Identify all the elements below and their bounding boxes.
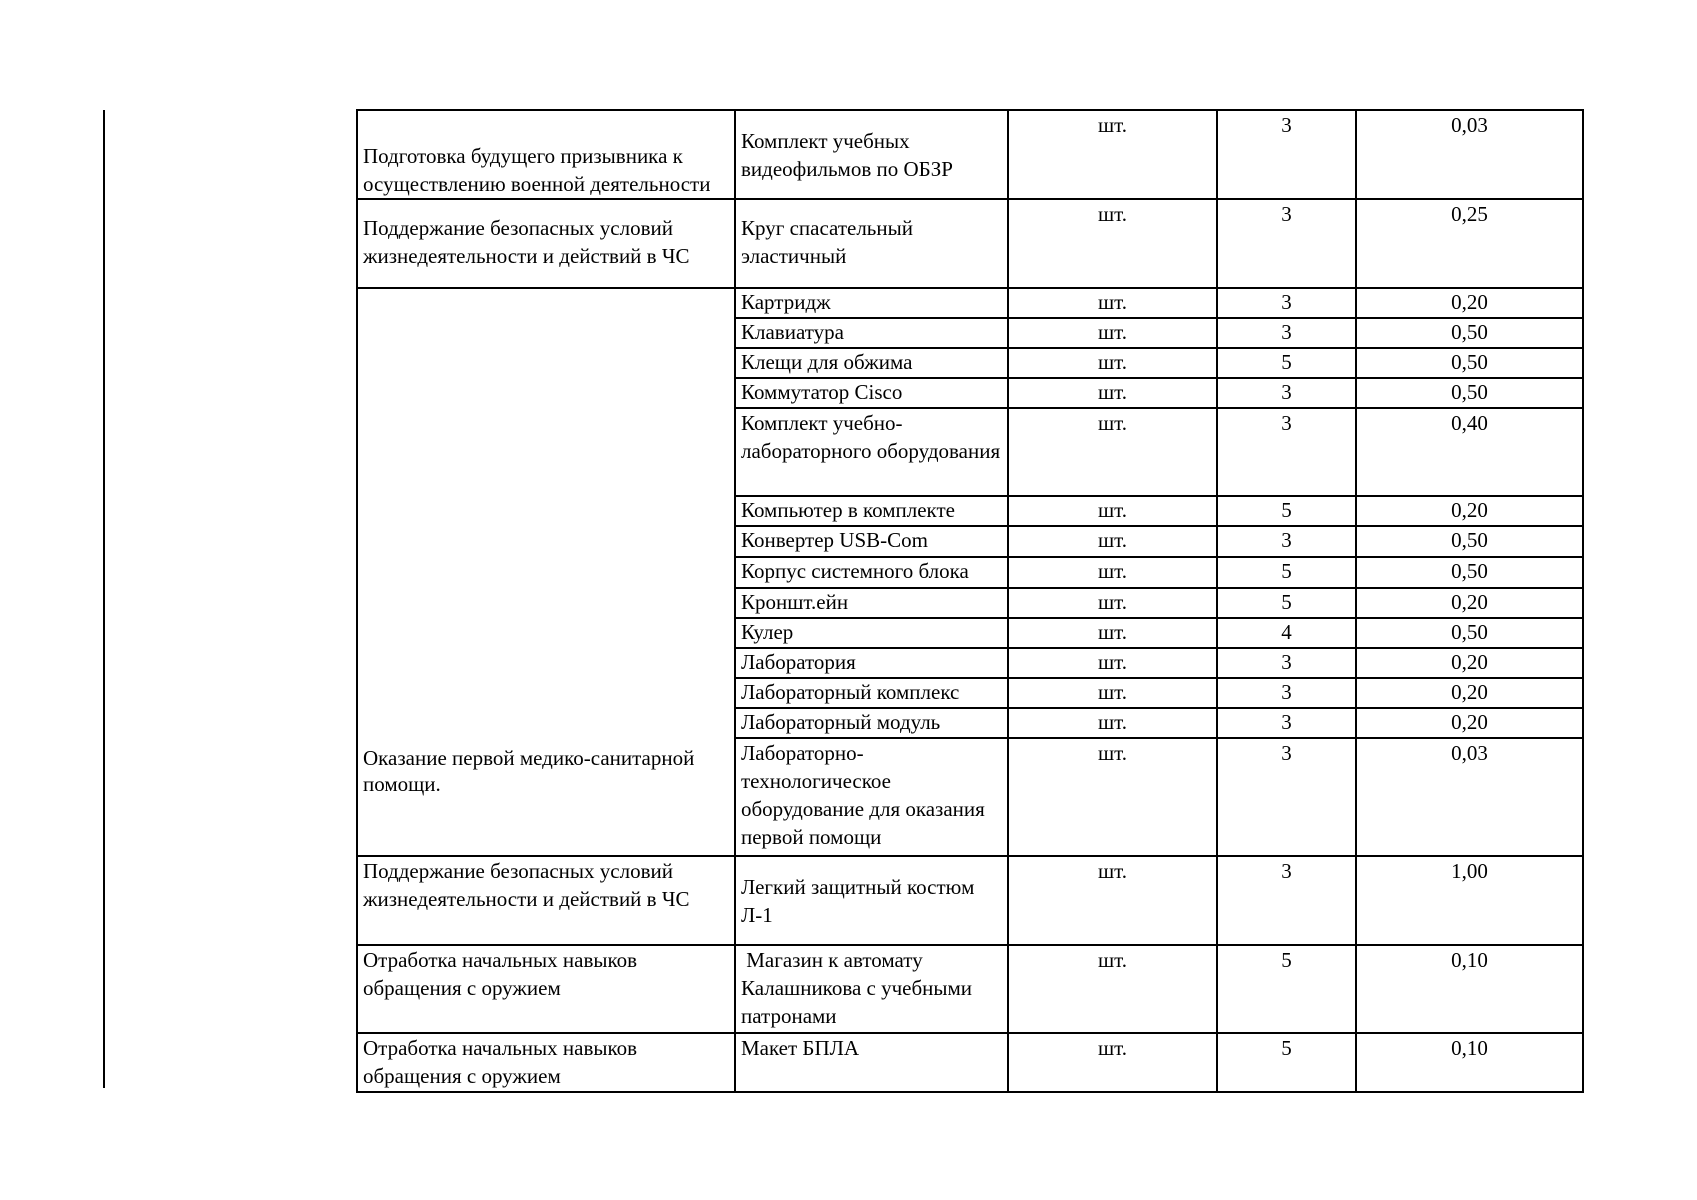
unit-cell: шт. — [1008, 708, 1217, 738]
quantity-cell: 3 — [1217, 378, 1356, 408]
section-cell: Подготовка будущего призывника к осуществлению военной деятельности — [357, 110, 735, 199]
table-row — [357, 945, 1583, 1033]
quantity-cell: 5 — [1217, 496, 1356, 526]
quantity-cell: 3 — [1217, 856, 1356, 945]
unit-cell: шт. — [1008, 678, 1217, 708]
item-name-cell: Круг спасательный эластичный — [735, 199, 1008, 288]
quantity-cell: 5 — [1217, 348, 1356, 378]
unit-cell: шт. — [1008, 199, 1217, 288]
page-margin-line — [103, 110, 105, 1088]
rate-cell: 0,03 — [1356, 110, 1583, 199]
rate-cell: 0,20 — [1356, 678, 1583, 708]
quantity-cell: 3 — [1217, 678, 1356, 708]
rate-cell: 0,20 — [1356, 288, 1583, 318]
unit-cell: шт. — [1008, 408, 1217, 496]
rate-cell: 0,20 — [1356, 648, 1583, 678]
section-cell: Поддержание безопасных условий жизнедеятельности и действий в ЧС — [357, 199, 735, 288]
quantity-cell: 4 — [1217, 618, 1356, 648]
equipment-table — [356, 109, 1584, 1093]
quantity-cell: 3 — [1217, 738, 1356, 856]
rate-cell: 0,03 — [1356, 738, 1583, 856]
quantity-cell: 3 — [1217, 408, 1356, 496]
item-name-cell: Клавиатура — [735, 318, 1008, 348]
unit-cell: шт. — [1008, 648, 1217, 678]
table-row — [357, 110, 1583, 199]
quantity-cell: 3 — [1217, 648, 1356, 678]
rate-cell: 0,40 — [1356, 408, 1583, 496]
rate-cell: 0,20 — [1356, 496, 1583, 526]
table-row — [357, 199, 1583, 288]
item-name-cell: Кроншт.ейн — [735, 588, 1008, 618]
rate-cell: 0,10 — [1356, 1033, 1583, 1092]
rate-cell: 0,20 — [1356, 708, 1583, 738]
unit-cell: шт. — [1008, 945, 1217, 1033]
quantity-cell: 5 — [1217, 557, 1356, 588]
quantity-cell: 3 — [1217, 288, 1356, 318]
item-name-cell: Лабораторно-технологическое оборудование для оказания первой помощи — [735, 738, 1008, 856]
item-name-cell: Клещи для обжима — [735, 348, 1008, 378]
rate-cell: 1,00 — [1356, 856, 1583, 945]
section-cell: Оказание первой медико-санитарной помощи. — [357, 288, 735, 856]
unit-cell: шт. — [1008, 526, 1217, 557]
table-row — [357, 856, 1583, 945]
item-name-cell: Лабораторный модуль — [735, 708, 1008, 738]
rate-cell: 0,50 — [1356, 348, 1583, 378]
unit-cell: шт. — [1008, 588, 1217, 618]
item-name-cell: Комплект учебных видеофильмов по ОБЗР — [735, 110, 1008, 199]
unit-cell: шт. — [1008, 288, 1217, 318]
rate-cell: 0,10 — [1356, 945, 1583, 1033]
rate-cell: 0,20 — [1356, 588, 1583, 618]
unit-cell: шт. — [1008, 378, 1217, 408]
item-name-cell: Компьютер в комплекте — [735, 496, 1008, 526]
quantity-cell: 3 — [1217, 318, 1356, 348]
table-row — [357, 288, 1583, 318]
quantity-cell: 5 — [1217, 945, 1356, 1033]
unit-cell: шт. — [1008, 318, 1217, 348]
quantity-cell: 3 — [1217, 110, 1356, 199]
item-name-cell: Конвертер USB-Com — [735, 526, 1008, 557]
section-cell: Отработка начальных навыков обращения с оружием — [357, 1033, 735, 1092]
unit-cell: шт. — [1008, 738, 1217, 856]
rate-cell: 0,50 — [1356, 318, 1583, 348]
quantity-cell: 5 — [1217, 1033, 1356, 1092]
item-name-cell: Лабораторный комплекс — [735, 678, 1008, 708]
item-name-cell: Коммутатор Cisco — [735, 378, 1008, 408]
table-row — [357, 1033, 1583, 1092]
item-name-cell: Кулер — [735, 618, 1008, 648]
quantity-cell: 5 — [1217, 588, 1356, 618]
rate-cell: 0,50 — [1356, 618, 1583, 648]
rate-cell: 0,50 — [1356, 557, 1583, 588]
unit-cell: шт. — [1008, 557, 1217, 588]
section-cell: Отработка начальных навыков обращения с оружием — [357, 945, 735, 1033]
unit-cell: шт. — [1008, 496, 1217, 526]
unit-cell: шт. — [1008, 618, 1217, 648]
item-name-cell: Комплект учебно-лабораторного оборудования — [735, 408, 1008, 496]
item-name-cell: Легкий защитный костюм Л-1 — [735, 856, 1008, 945]
item-name-cell: Макет БПЛА — [735, 1033, 1008, 1092]
item-name-cell: Лаборатория — [735, 648, 1008, 678]
unit-cell: шт. — [1008, 1033, 1217, 1092]
unit-cell: шт. — [1008, 110, 1217, 199]
item-name-cell: Магазин к автомату Калашникова с учебными патронами — [735, 945, 1008, 1033]
item-name-cell: Картридж — [735, 288, 1008, 318]
section-cell: Поддержание безопасных условий жизнедеятельности и действий в ЧС — [357, 856, 735, 945]
unit-cell: шт. — [1008, 348, 1217, 378]
unit-cell: шт. — [1008, 856, 1217, 945]
quantity-cell: 3 — [1217, 708, 1356, 738]
quantity-cell: 3 — [1217, 199, 1356, 288]
quantity-cell: 3 — [1217, 526, 1356, 557]
rate-cell: 0,50 — [1356, 378, 1583, 408]
rate-cell: 0,50 — [1356, 526, 1583, 557]
rate-cell: 0,25 — [1356, 199, 1583, 288]
item-name-cell: Корпус системного блока — [735, 557, 1008, 588]
